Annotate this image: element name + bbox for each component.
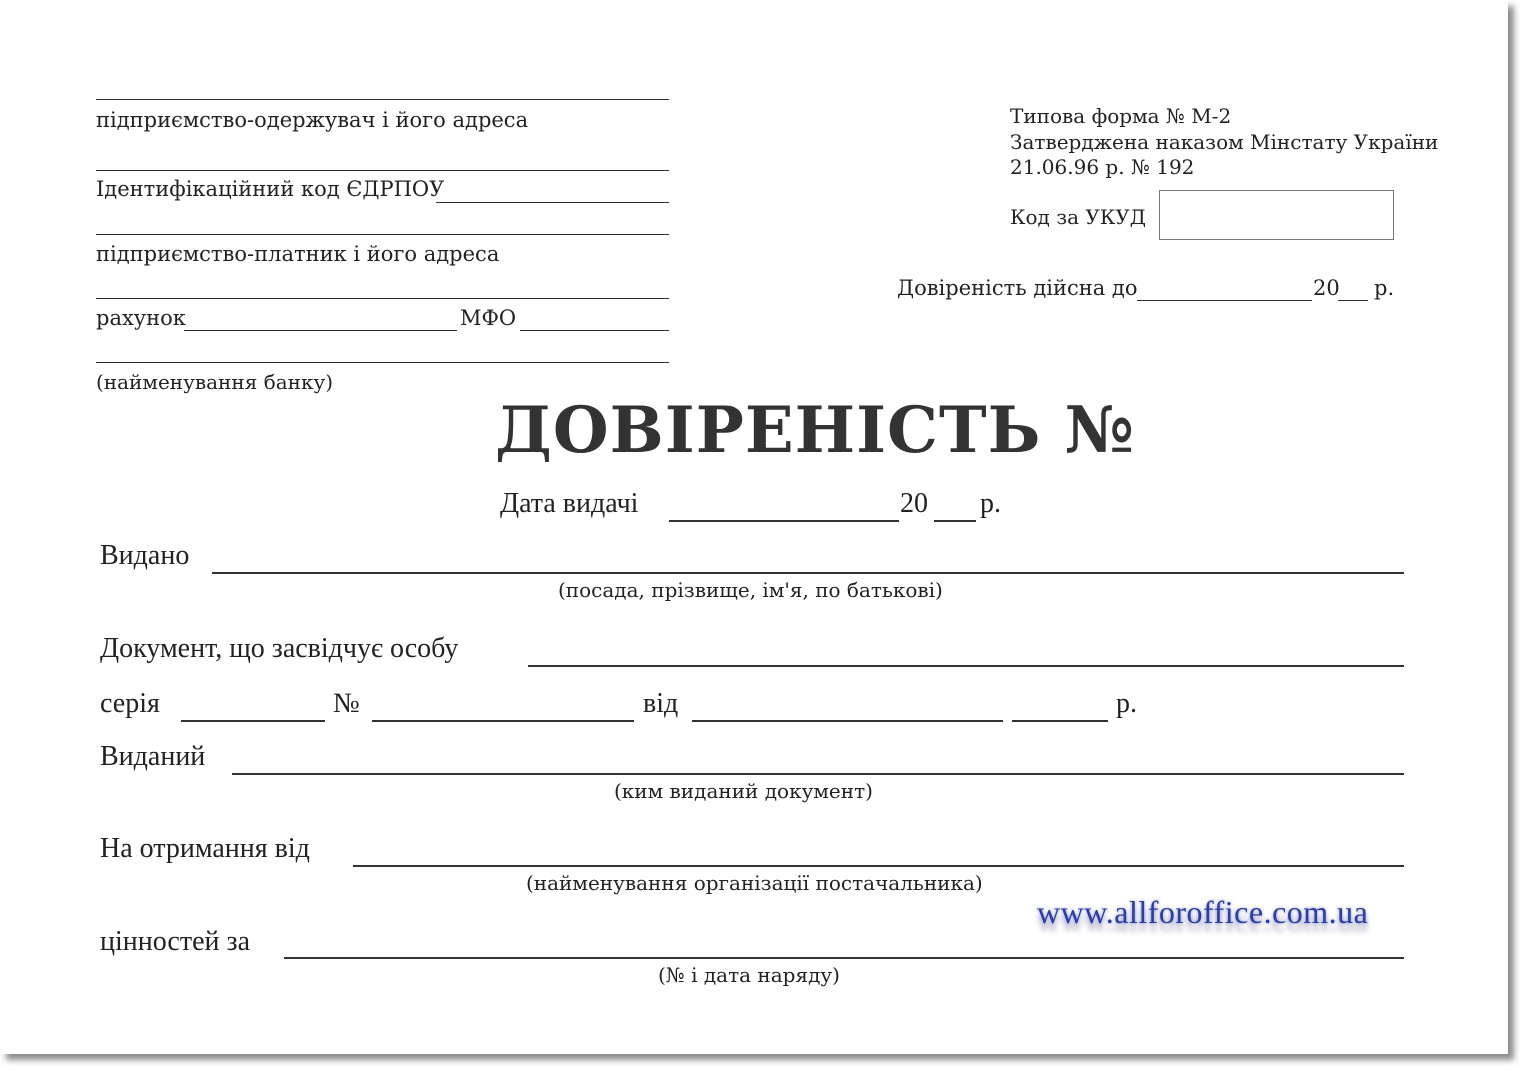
id-document-label: Документ, що засвідчує особу (100, 633, 459, 664)
issue-date-r: р. (980, 488, 1001, 519)
number-line[interactable] (372, 720, 634, 722)
receive-from-label: На отримання від (100, 833, 310, 864)
valid-until-date-line[interactable] (1137, 300, 1312, 301)
mfo-label: МФО (460, 306, 517, 330)
id-document-line[interactable] (528, 665, 1404, 667)
issue-date-line[interactable] (669, 520, 899, 522)
ukud-label: Код за УКУД (1010, 205, 1147, 229)
issued-by-caption: (ким виданий документ) (614, 779, 873, 803)
issue-date-label: Дата видачі (500, 488, 639, 519)
number-label: № (333, 688, 360, 719)
from-year-line[interactable] (1012, 720, 1108, 722)
series-line[interactable] (181, 720, 325, 722)
mfo-line[interactable] (520, 330, 669, 331)
edrpou-line[interactable] (436, 202, 669, 203)
valid-until-year: 20 (1313, 276, 1340, 300)
from-label: від (643, 688, 679, 719)
document-title: ДОВІРЕНІСТЬ № (495, 393, 1136, 468)
payer-label: підприємство-платник і його адреса (96, 242, 500, 266)
form-type-line2: Затверджена наказом Мінстату України (1010, 130, 1439, 154)
recipient-label: підприємство-одержувач і його адреса (96, 108, 529, 132)
form-type-line1: Типова форма № М-2 (1010, 104, 1232, 128)
values-line[interactable] (284, 957, 1404, 959)
series-label: серія (100, 688, 160, 719)
recipient-address-line[interactable] (96, 170, 669, 171)
values-label: цінностей за (100, 926, 250, 957)
watermark-url: www.allforoffice.com.ua (1037, 894, 1369, 930)
valid-until-r: р. (1374, 276, 1395, 300)
recipient-line[interactable] (96, 99, 669, 100)
receive-from-line[interactable] (353, 865, 1404, 867)
bank-line[interactable] (96, 362, 669, 363)
issued-by-label: Виданий (100, 741, 206, 772)
bank-label: (найменування банку) (96, 370, 334, 394)
values-caption: (№ і дата наряду) (658, 963, 840, 987)
receive-from-caption: (найменування організації постачальника) (526, 871, 983, 895)
issued-to-caption: (посада, прізвище, ім'я, по батькові) (558, 578, 943, 602)
issued-to-label: Видано (100, 540, 190, 571)
ukud-code-box[interactable] (1159, 190, 1394, 240)
payer-address-line[interactable] (96, 298, 669, 299)
issued-to-line[interactable] (212, 572, 1404, 574)
issue-date-year: 20 (900, 488, 928, 519)
issued-by-line[interactable] (232, 773, 1404, 775)
from-date-line[interactable] (692, 720, 1003, 722)
payer-line[interactable] (96, 234, 669, 235)
account-label: рахунок (96, 306, 186, 330)
account-line[interactable] (184, 330, 457, 331)
edrpou-label: Ідентифікаційний код ЄДРПОУ (96, 177, 445, 201)
valid-until-year-line[interactable] (1338, 300, 1368, 301)
date-r-label: р. (1116, 688, 1137, 719)
valid-until-label: Довіреність дійсна до (897, 276, 1138, 300)
issue-date-year-line[interactable] (934, 520, 976, 522)
form-type-line3: 21.06.96 р. № 192 (1010, 155, 1195, 179)
